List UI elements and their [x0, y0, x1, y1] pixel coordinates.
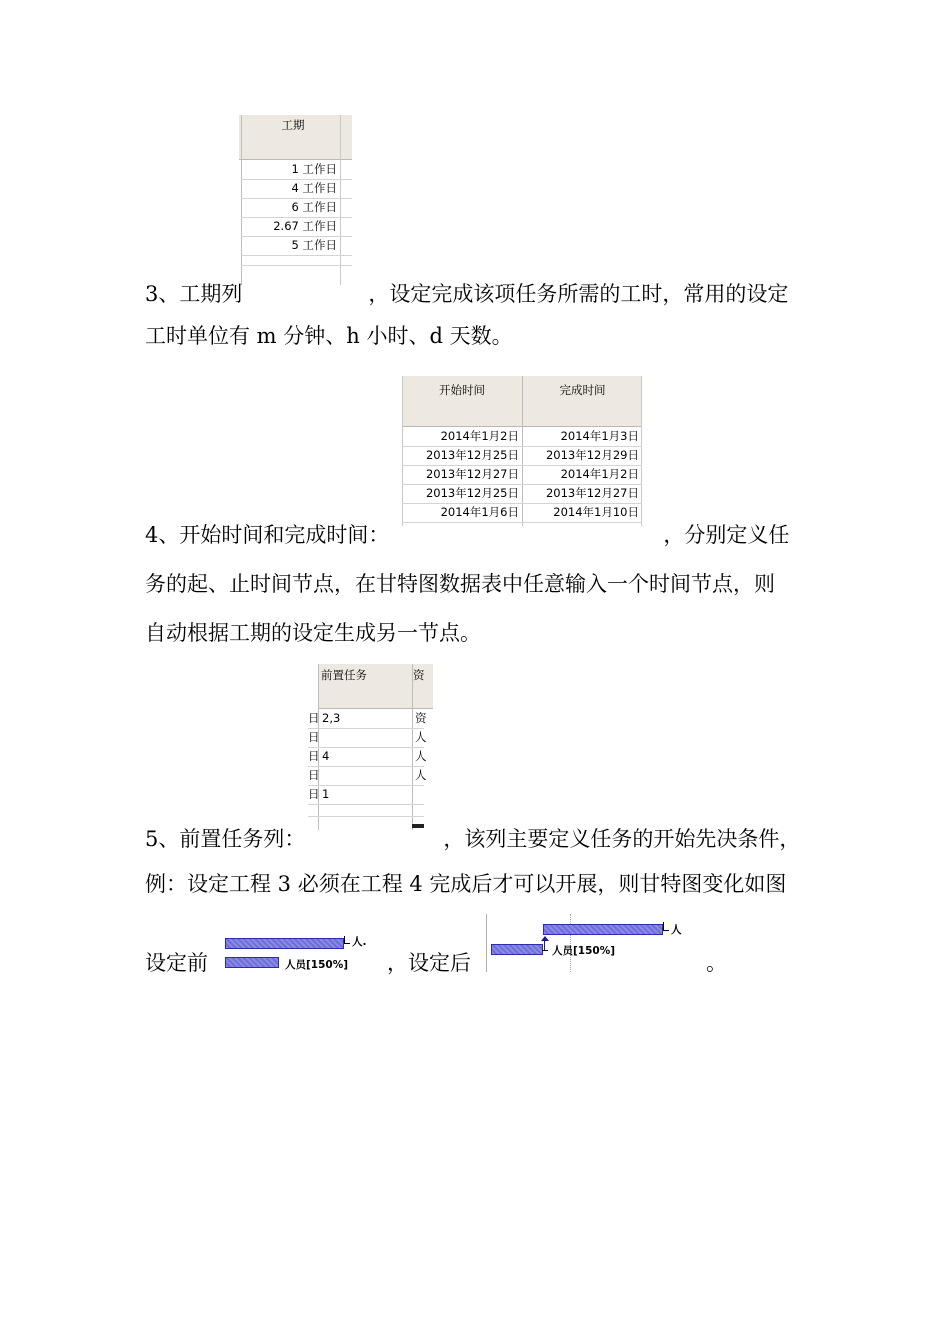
- resource-header: [413, 664, 433, 709]
- gantt-bar-task4[interactable]: [491, 944, 543, 955]
- gantt-before: [222, 932, 382, 972]
- duration-cell[interactable]: 5 工作日: [291, 238, 337, 252]
- para3-line2: 工时单位有 m 分钟、h 小时、d 天数。: [145, 324, 513, 348]
- predecessor-cell[interactable]: 1: [322, 787, 330, 801]
- para4-line1-b: ，分别定义任: [663, 523, 790, 547]
- resource-cut-cell: 人: [415, 730, 427, 744]
- duration-table: [239, 115, 352, 285]
- resource-cut-cell: 人: [415, 768, 427, 782]
- predecessor-header: [318, 664, 412, 709]
- resize-handle: [412, 824, 424, 828]
- para3-line1-a: 3、工期列: [145, 282, 243, 306]
- para5-line3-a: 设定前: [145, 951, 208, 975]
- para5-line1-b: ，该列主要定义任务的开始先决条件，: [443, 827, 801, 851]
- start-cell[interactable]: 2013年12月25日: [425, 486, 519, 500]
- predecessor-cell[interactable]: 2,3: [322, 711, 341, 725]
- gantt-bar-task4[interactable]: [225, 957, 279, 968]
- resource-cut-cell: 资: [415, 711, 427, 725]
- left-cut-cell: 日: [308, 787, 320, 801]
- left-cut-cell: 日: [308, 711, 320, 725]
- para4-line1: [145, 525, 789, 546]
- start-header: [402, 376, 522, 427]
- start-cell[interactable]: 2013年12月25日: [425, 448, 519, 462]
- para5-line1-a: 5、前置任务列：: [145, 827, 306, 851]
- duration-cell[interactable]: 2.67 工作日: [273, 219, 337, 233]
- duration-cell[interactable]: 6 工作日: [291, 200, 337, 214]
- duration-cell[interactable]: 4 工作日: [291, 181, 337, 195]
- duration-cell[interactable]: 1 工作日: [291, 162, 337, 176]
- predecessor-cell[interactable]: 4: [322, 749, 330, 763]
- para5-line1: [145, 829, 800, 850]
- start-header-label: 开始时间: [439, 383, 485, 397]
- start-cell[interactable]: 2014年1月6日: [440, 505, 519, 519]
- gantt-before-top-label: 人.: [352, 936, 367, 948]
- finish-header-label: 完成时间: [559, 383, 606, 397]
- finish-cell[interactable]: 2014年1月2日: [560, 467, 639, 481]
- gantt-after-top-label: 人: [671, 924, 682, 936]
- finish-cell[interactable]: 2014年1月3日: [560, 429, 639, 443]
- resource-cut-cell: 人: [415, 749, 427, 763]
- para5-line3-b: ，设定后: [387, 951, 471, 975]
- finish-cell[interactable]: 2013年12月27日: [545, 486, 639, 500]
- gantt-bar-task3[interactable]: [543, 924, 663, 935]
- predecessor-table: [308, 664, 427, 830]
- duration-header-label: 工期: [281, 118, 305, 132]
- gantt-after: [486, 914, 696, 972]
- para4-line1-a: 4、开始时间和完成时间：: [145, 523, 390, 547]
- para3-line1: [145, 284, 788, 305]
- finish-cell[interactable]: 2014年1月10日: [553, 505, 639, 519]
- left-cut-cell: 日: [308, 749, 320, 763]
- gantt-bar-task3[interactable]: [225, 938, 344, 949]
- para5-line3-c: 。: [706, 951, 727, 975]
- resource-header-label: 资: [413, 668, 425, 682]
- para3-line1-b: ，设定完成该项任务所需的工时，常用的设定: [368, 282, 789, 306]
- start-cell[interactable]: 2013年12月27日: [425, 467, 519, 481]
- gantt-before-bottom-label: 人员[150%]: [285, 959, 349, 971]
- para5-line2: 例：设定工程 3 必须在工程 4 完成后才可以开展，则甘特图变化如图: [145, 872, 787, 896]
- predecessor-header-label: 前置任务: [321, 668, 367, 682]
- para4-line2: 务的起、止时间节点，在甘特图数据表中任意输入一个时间节点，则: [145, 572, 775, 596]
- finish-header: [523, 376, 642, 427]
- left-cut-cell: 日: [308, 730, 320, 744]
- dependency-arrow-icon: [541, 936, 549, 941]
- start-cell[interactable]: 2014年1月2日: [440, 429, 519, 443]
- left-cut-cell: 日: [308, 768, 320, 782]
- finish-cell[interactable]: 2013年12月29日: [545, 448, 639, 462]
- para4-line3: 自动根据工期的设定生成另一节点。: [145, 621, 481, 645]
- duration-header: [239, 115, 352, 160]
- gantt-after-bottom-label: 人员[150%]: [552, 945, 616, 957]
- dates-table: [402, 376, 642, 526]
